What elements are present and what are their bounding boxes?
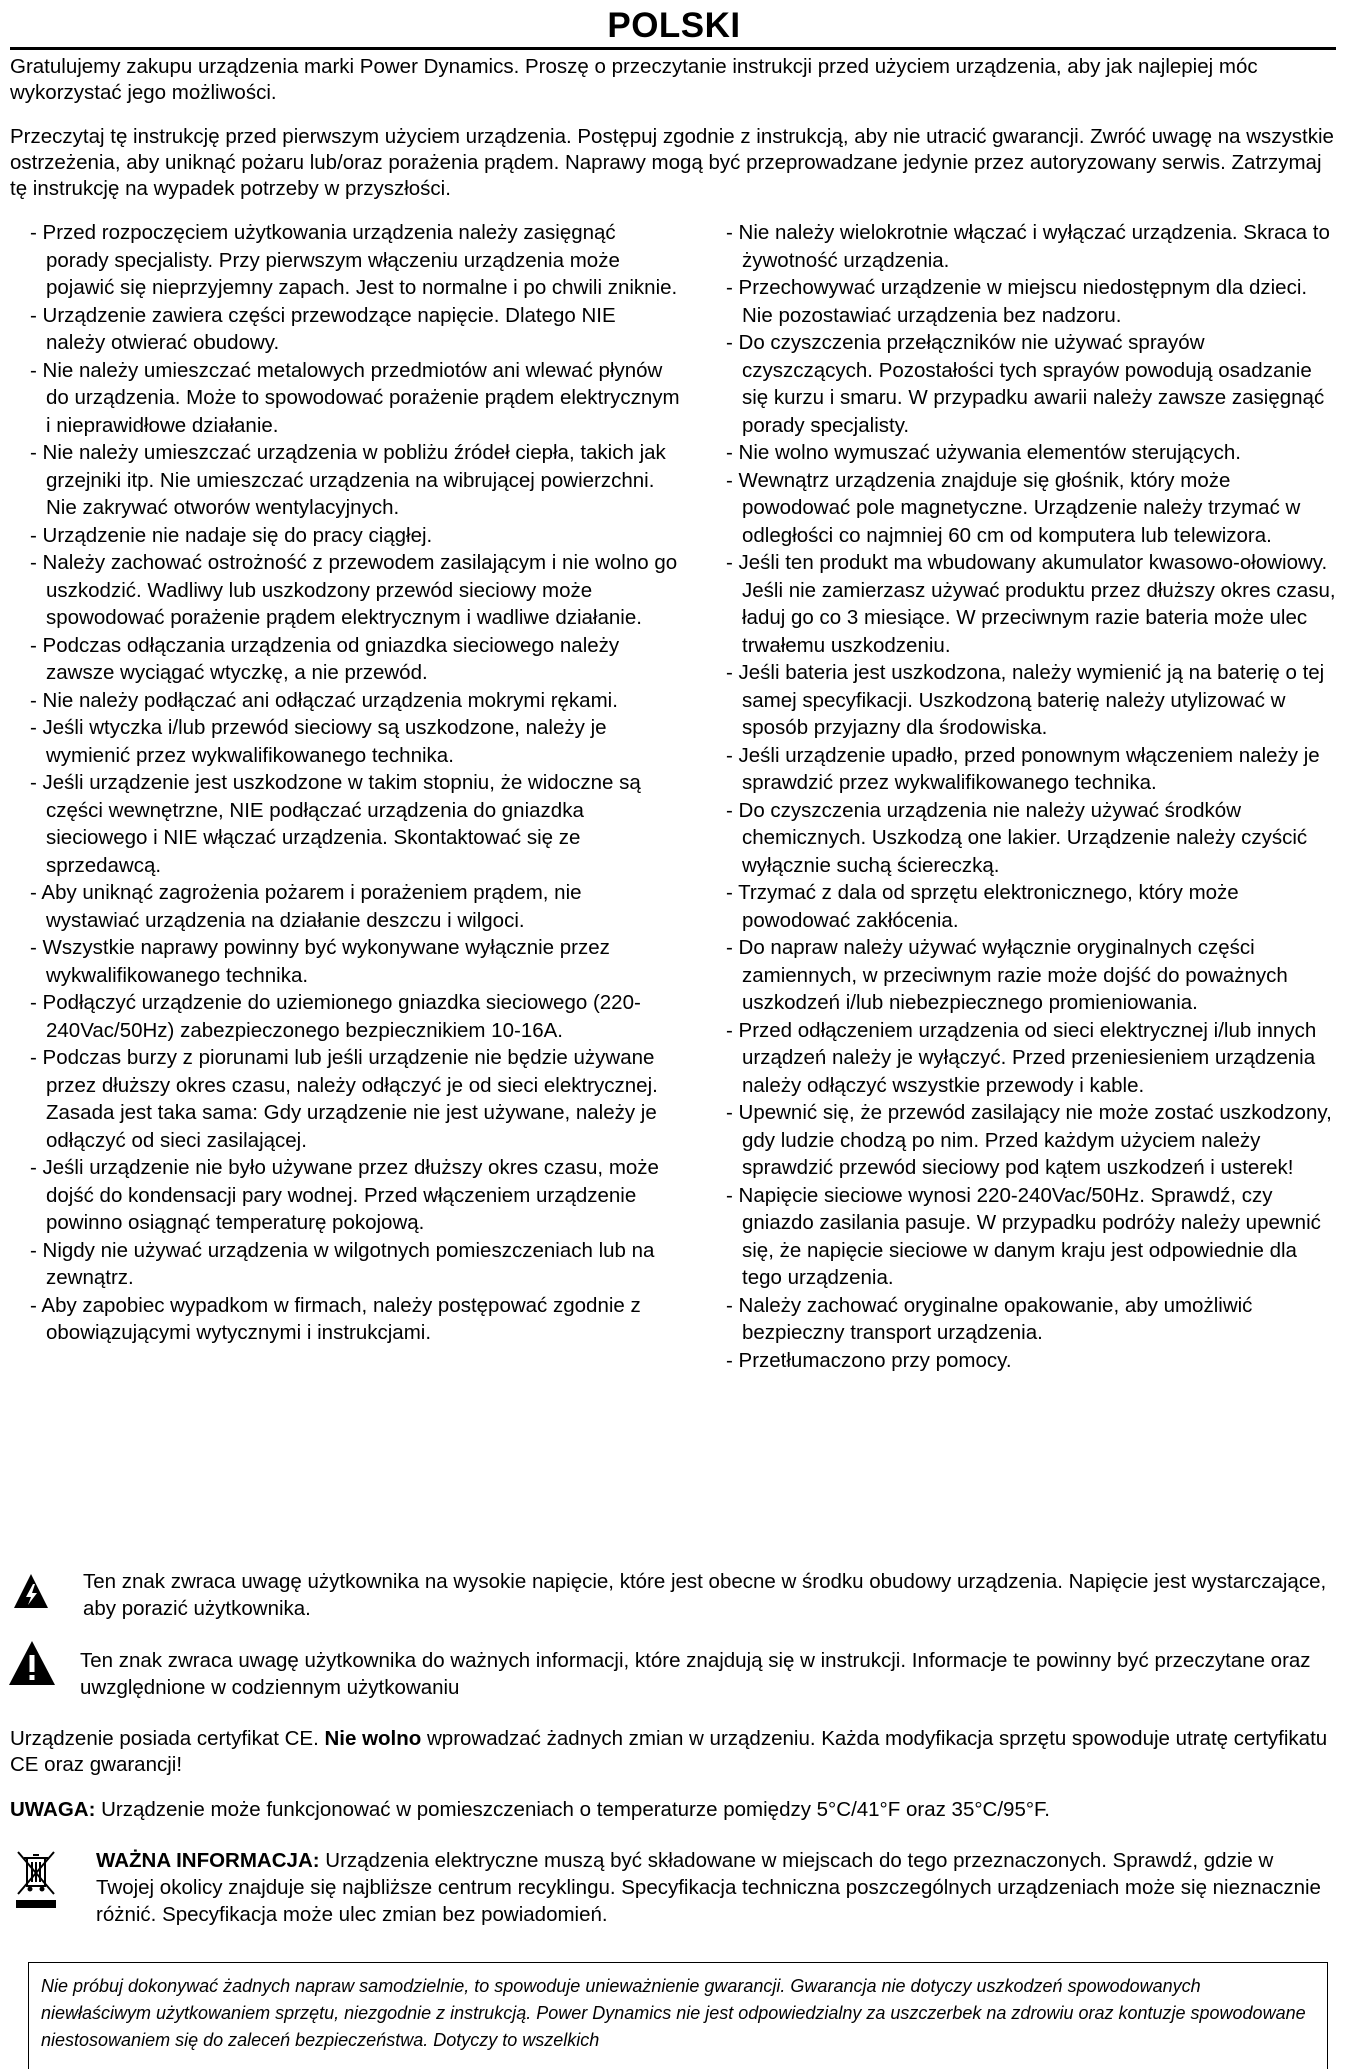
important-info-notice [96,1847,1336,1928]
list-item: - Nigdy nie używać urządzenia w wilgotnych pomieszczeniach lub na zewnątrz. [30,1238,655,1289]
list-item: - Przed odłączeniem urządzenia od sieci elektrycznej i/lub innych urządzeń należy je wyłączyć. Przed przeniesieniem urządzenia należy odłączyć wszystkie przewody i kable. [726,1018,1317,1097]
list-item: - Wewnątrz urządzenia znajduje się głośnik, który może powodować pole magnetyczne. Urządzenie należy trzymać w odległości co najmniej 60 cm od komputera lub telewizora. [726,468,1301,547]
intro-paragraph-1: Gratulujemy zakupu urządzenia marki Power Dynamics. Proszę o przeczytanie instrukcji przed użyciem urządzenia, aby jak najlepiej móc wykorzystać jego możliwości. [10,55,1258,104]
important-label: WAŻNA INFORMACJA: [96,1849,320,1872]
list-item: - Podczas burzy z piorunami lub jeśli urządzenie nie będzie używane przez dłuższy okres czasu, należy odłączyć je od sieci elektrycznej. Zasada jest taka sama: Gdy urządzenie nie jest używane, należy je odłączyć od sieci zasilającej. [30,1046,658,1152]
ce-text-bold: Nie wolno [324,1727,422,1750]
list-item: - Do czyszczenia urządzenia nie należy używać środków chemicznych. Uszkodzą one lakier. Urządzenie należy czyścić wyłącznie suchą ściereczką. [726,798,1308,877]
list-item: - Aby zapobiec wypadkom w firmach, należy postępować zgodnie z obowiązującymi wytycznymi i instrukcjami. [30,1293,641,1344]
high-voltage-notice: Ten znak zwraca uwagę użytkownika na wysokie napięcie, które jest obecne w środku obudowy urządzenia. Napięcie jest wystarczające, aby porazić użytkownika. [83,1570,1327,1620]
list-item: - Aby uniknąć zagrożenia pożarem i porażeniem prądem, nie wystawiać urządzenia na działanie deszczu i wilgoci. [30,881,582,932]
list-item: - Wszystkie naprawy powinny być wykonywane wyłącznie przez wykwalifikowanego technika. [30,936,610,987]
list-item: - Należy zachować oryginalne opakowanie, aby umożliwić bezpieczny transport urządzenia. [726,1293,1253,1344]
list-item: - Nie należy umieszczać metalowych przedmiotów ani wlewać płynów do urządzenia. Może to spowodować porażenie prądem elektrycznym i nieprawidłowe działanie. [30,358,680,437]
list-item: - Przed rozpoczęciem użytkowania urządzenia należy zasięgnąć porady specjalisty. Przy pierwszym włączeniu urządzenia może pojawić się nieprzyjemny zapach. Jest to normalne i po chwili zniknie. [30,221,678,299]
uwaga-notice [10,1797,1335,1823]
list-item: - Napięcie sieciowe wynosi 220-240Vac/50Hz. Sprawdź, czy gniazdo zasilania pasuje. W przypadku podróży należy upewnić się, że napięcie sieciowe w danym kraju jest odpowiednie dla tego urządzenia. [726,1183,1321,1289]
list-item: - Jeśli urządzenie jest uszkodzone w takim stopniu, że widoczne są części wewnętrzne, NIE podłączać urządzenia do gniazdka sieciowego i NIE włączać urządzenia. Skontaktować się ze sprzedawcą. [30,771,641,877]
ce-text-2: wprowadzać żadnych zmian w urządzeniu. Każda modyfikacja sprzętu spowoduje utratę certyfikatu CE oraz gwarancji! [10,1727,1328,1776]
important-text: Urządzenia elektryczne muszą być składowane w miejscach do tego przeznaczonych. Sprawdź, gdzie w Twojej okolicy znajduje się najbliższe centrum recyklingu. Specyfikacja techniczna poszczególnych urządzeniach może się nieznacznie różnić. Specyfikacja może ulec zmian bez powiadomień. [96,1849,1321,1926]
list-item: - Trzymać z dala od sprzętu elektronicznego, który może powodować zakłócenia. [726,881,1239,932]
uwaga-label: UWAGA: [10,1798,96,1821]
list-item: - Jeśli urządzenie upadło, przed ponownym włączeniem należy je sprawdzić przez wykwalifikowanego technika. [726,743,1320,794]
list-item: - Nie należy umieszczać urządzenia w pobliżu źródeł ciepła, takich jak grzejniki itp. Nie umieszczać urządzenia na wibrującej powierzchni. Nie zakrywać otworów wentylacyjnych. [30,441,666,519]
list-item: - Nie należy podłączać ani odłączać urządzenia mokrymi rękami. [30,688,618,712]
list-item: - Przetłumaczono przy pomocy. [726,1348,1012,1372]
list-item: - Jeśli ten produkt ma wbudowany akumulator kwasowo-ołowiowy. Jeśli nie zamierzasz używać produktu przez dłuższy okres czasu, ładuj go co 3 miesiące. W przeciwnym razie bateria może ulec trwałemu uszkodzeniu. [726,551,1336,657]
uwaga-text: Urządzenie może funkcjonować w pomieszczeniach o temperaturze pomiędzy 5°C/41°F oraz 35°C/95°F. [95,1798,1050,1821]
list-item: - Jeśli bateria jest uszkodzona, należy wymienić ją na baterię o tej samej specyfikacji. Uszkodzoną baterię należy utylizować w sposób przyjazny dla środowiska. [726,661,1325,739]
high-voltage-warning-icon [12,1572,50,1610]
list-item: - Podczas odłączania urządzenia od gniazdka sieciowego należy zawsze wyciągać wtyczkę, a nie przewód. [30,633,620,684]
list-item: - Nie należy wielokrotnie włączać i wyłączać urządzenia. Skraca to żywotność urządzenia. [726,221,1330,272]
list-item: - Nie wolno wymuszać używania elementów sterujących. [726,441,1241,464]
list-item: - Przechowywać urządzenie w miejscu niedostępnym dla dzieci. Nie pozostawiać urządzenia bez nadzoru. [726,276,1308,327]
safety-list-right [726,219,1336,1374]
warranty-disclaimer [28,1962,1328,2069]
info-notice: Ten znak zwraca uwagę użytkownika do ważnych informacji, które znajdują się w instrukcji. Informacje te powinny być przeczytane oraz uwzględnione w codziennym użytkowaniu [80,1649,1311,1699]
list-item: - Jeśli urządzenie nie było używane przez dłuższy okres czasu, może dojść do kondensacji pary wodnej. Przed włączeniem urządzenie powinno osiągnąć temperaturę pokojową. [30,1156,659,1234]
page-title: POLSKI [607,6,741,45]
intro-paragraph-2: Przeczytaj tę instrukcję przed pierwszym użyciem urządzenia. Postępuj zgodnie z instrukcją, aby nie utracić gwarancji. Zwróć uwagę na wszystkie ostrzeżenia, aby uniknąć pożaru lub/oraz porażenia prądem. Naprawy mogą być przeprowadzane jedynie przez autoryzowany serwis. Zatrzymaj tę instrukcję na wypadek potrzeby w przyszłości. [10,125,1334,200]
exclamation-warning-icon [8,1640,56,1686]
list-item: - Urządzenie nie nadaje się do pracy ciągłej. [30,523,433,547]
list-item: - Do napraw należy używać wyłącznie oryginalnych części zamiennych, w przeciwnym razie może dojść do poważnych uszkodzeń i/lub niebezpiecznego promieniowania. [726,936,1288,1014]
list-item: - Podłączyć urządzenie do uziemionego gniazdka sieciowego (220-240Vac/50Hz) zabezpieczonego bezpiecznikiem 10-16A. [30,991,641,1042]
disclaimer-text: Nie próbuj dokonywać żadnych napraw samodzielnie, to spowoduje unieważnienie gwarancji. Gwarancja nie dotyczy uszkodzeń spowodowanych niewłaściwym użytkowaniem sprzętu, niezgodnie z instrukcją. Power Dynamics nie jest odpowiedzialny za uszczerbek na zdrowiu oraz kontuzje spowodowane niestosowaniem się do zaleceń bezpieczeństwa. Dotyczy to wszelkich [41,1976,1306,2050]
crossed-out-bin-icon [14,1848,58,1910]
list-item: - Do czyszczenia przełączników nie używać sprayów czyszczących. Pozostałości tych sprayów powodują osadzanie się kurzu i smaru. W przypadku awarii należy zawsze zasięgnąć porady specjalisty. [726,331,1325,437]
list-item: - Należy zachować ostrożność z przewodem zasilającym i nie wolno go uszkodzić. Wadliwy lub uszkodzony przewód sieciowy może spowodować porażenie prądem elektrycznym i wadliwe działanie. [30,551,678,629]
list-item: - Jeśli wtyczka i/lub przewód sieciowy są uszkodzone, należy je wymienić przez wykwalifikowanego technika. [30,716,607,767]
title-divider [10,47,1336,50]
safety-list-left [30,219,680,1347]
ce-notice [10,1726,1335,1778]
list-item: - Urządzenie zawiera części przewodzące napięcie. Dlatego NIE należy otwierać obudowy. [30,303,616,354]
ce-text-1: Urządzenie posiada certyfikat CE. [10,1727,325,1750]
list-item: - Upewnić się, że przewód zasilający nie może zostać uszkodzony, gdy ludzie chodzą po nim. Przed każdym użyciem należy sprawdzić przewód sieciowy pod kątem uszkodzeń i usterek! [726,1101,1332,1179]
